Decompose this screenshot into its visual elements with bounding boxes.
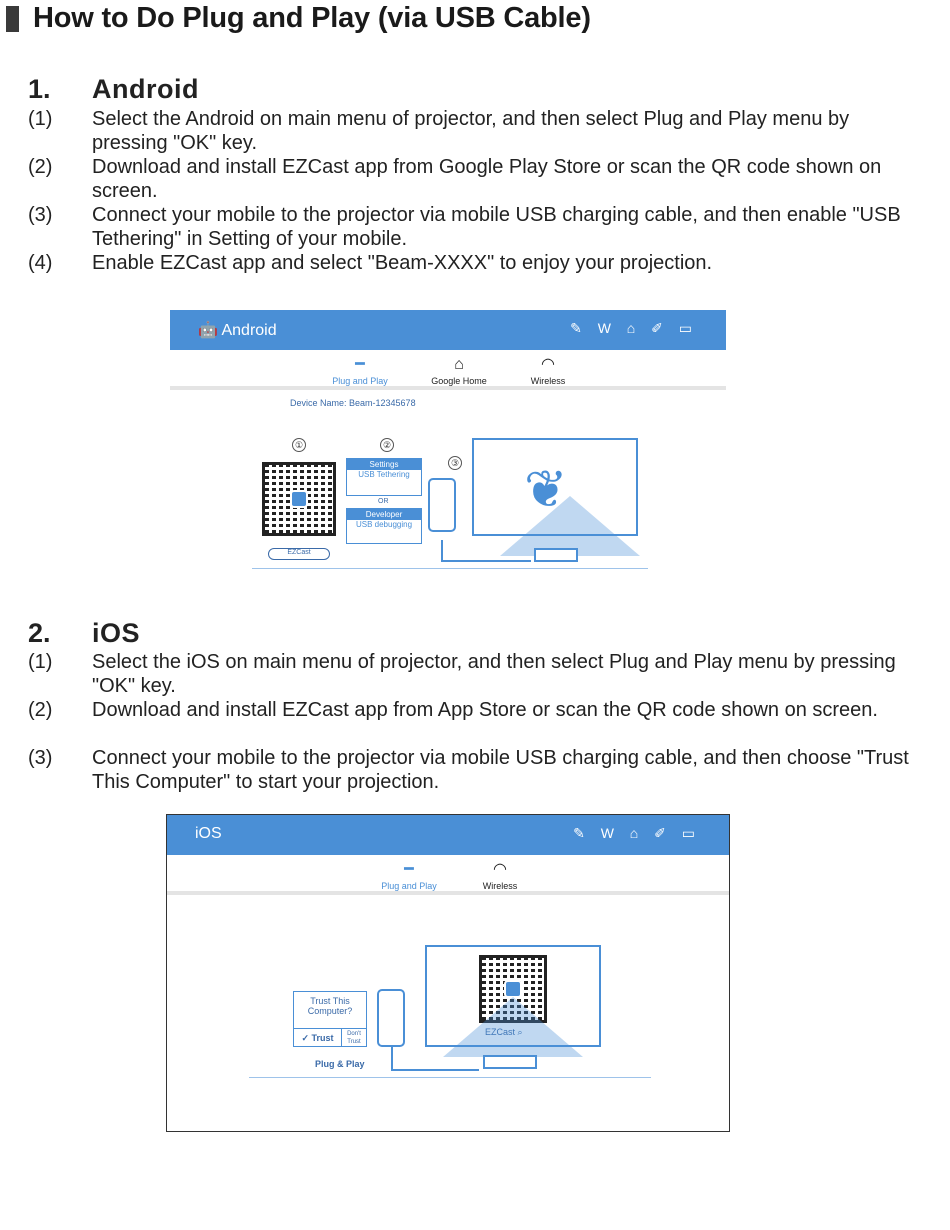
tab-wireless[interactable]: ◠ Wireless	[503, 354, 593, 386]
ios-title-bar	[167, 815, 729, 855]
projector-icon	[534, 548, 578, 562]
step-number: (2)	[28, 699, 53, 721]
tab-plug-and-play[interactable]: ━ Plug and Play	[315, 354, 405, 386]
tab-plug-and-play[interactable]: ━ Plug and Play	[364, 859, 454, 891]
usb-cable-icon: ━	[404, 861, 414, 878]
tab-google-home[interactable]: ⌂ Google Home	[414, 354, 504, 386]
home-icon: ⌂	[454, 356, 464, 373]
step-circle-1: ①	[292, 438, 306, 452]
ezcast-logo-icon	[290, 490, 308, 508]
page-title: How to Do Plug and Play (via USB Cable)	[33, 2, 591, 34]
usb-cable-icon: ━	[355, 356, 365, 373]
step-number: (3)	[28, 747, 53, 769]
developer-box: Developer USB debugging	[346, 508, 422, 544]
android-screen-illustration	[170, 310, 726, 576]
search-icon: ⌕	[517, 1027, 523, 1037]
step-number: (1)	[28, 108, 53, 130]
step-circle-3: ③	[448, 456, 462, 470]
device-name: Device Name: Beam-12345678	[290, 398, 416, 408]
tab-wireless[interactable]: ◠ Wireless	[455, 859, 545, 891]
iphone-icon	[377, 989, 405, 1047]
section-title-ios: iOS	[92, 618, 141, 648]
ios-bar-title: iOS	[195, 825, 222, 842]
ground-line	[249, 1077, 651, 1078]
trust-button[interactable]: ✓ Trust	[294, 1029, 342, 1046]
title-accent-bar	[6, 6, 19, 32]
section-number-ios: 2.	[28, 618, 51, 648]
step-text: Connect your mobile to the projector via mobile USB charging cable, and then enable "USB Tethering" in Setting of your mobile.	[92, 204, 901, 250]
status-icons: ✎ W ⌂ ✐ ▭	[573, 825, 701, 841]
phone-icon	[428, 478, 456, 532]
step-text: Connect your mobile to the projector via mobile USB charging cable, and then choose "Trust This Computer" to start your projection.	[92, 747, 909, 793]
android-title-bar	[170, 310, 726, 350]
ezcast-pill: EZCast	[268, 548, 330, 560]
ezcast-logo-icon	[504, 980, 522, 998]
qr-code	[262, 462, 336, 536]
step-number: (3)	[28, 204, 53, 226]
usb-cable	[441, 540, 531, 562]
step-text: Select the iOS on main menu of projector, and then select Plug and Play menu by pressing "OK" key.	[92, 651, 896, 697]
status-icons: ✎ W ⌂ ✐ ▭	[570, 320, 698, 336]
or-label: OR	[378, 498, 389, 505]
wifi-icon: ◠	[541, 356, 555, 373]
section-number-android: 1.	[28, 74, 51, 104]
wifi-icon: ◠	[493, 861, 507, 878]
trust-dialog: Trust This Computer? ✓ Trust Don't Trust	[293, 991, 367, 1047]
step-text: Download and install EZCast app from App Store or scan the QR code shown on screen.	[92, 699, 878, 721]
android-bar-title: 🤖 Android	[198, 322, 277, 339]
step-number: (2)	[28, 156, 53, 178]
settings-box: Settings USB Tethering	[346, 458, 422, 496]
ios-tabs	[167, 855, 729, 895]
ground-line	[252, 568, 648, 569]
usb-cable	[391, 1047, 479, 1071]
step-text: Enable EZCast app and select "Beam-XXXX" to enjoy your projection.	[92, 252, 713, 274]
step-circle-2: ②	[380, 438, 394, 452]
ios-screen-illustration	[166, 814, 730, 1132]
dont-trust-button[interactable]: Don't Trust	[347, 1031, 361, 1045]
butterfly-icon: ❦	[524, 461, 568, 519]
projector-icon	[483, 1055, 537, 1069]
section-title-android: Android	[92, 74, 199, 104]
android-icon: 🤖	[198, 322, 218, 339]
plug-play-label: Plug & Play	[315, 1059, 365, 1069]
step-text: Select the Android on main menu of projector, and then select Plug and Play menu by pressing "OK" key.	[92, 108, 850, 154]
step-text: Download and install EZCast app from Google Play Store or scan the QR code shown on screen.	[92, 156, 882, 202]
step-number: (4)	[28, 252, 53, 274]
step-number: (1)	[28, 651, 53, 673]
ezcast-label: EZCast ⌕	[485, 1027, 523, 1037]
android-tabs	[170, 350, 726, 390]
